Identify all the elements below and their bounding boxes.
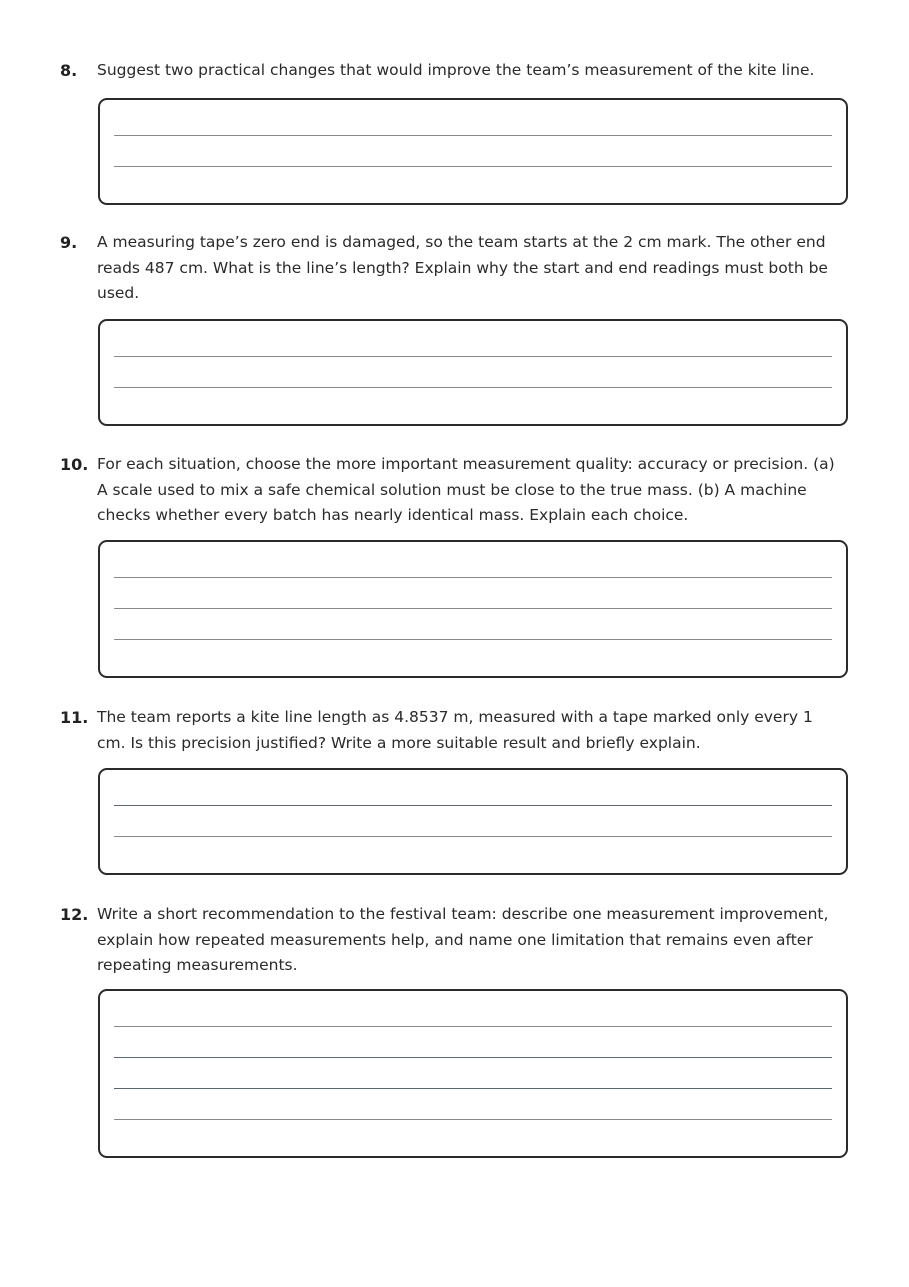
question-prompt: Suggest two practical changes that would improve the team’s measurement of the kite line. [97, 61, 815, 79]
answer-line [114, 836, 832, 837]
question-number: 12. [60, 905, 89, 924]
answer-line [114, 1119, 832, 1120]
answer-line [114, 608, 832, 609]
answer-box-11[interactable] [98, 768, 848, 875]
question-header [60, 902, 850, 979]
answer-line [114, 805, 832, 806]
question-prompt: A measuring tape’s zero end is damaged, so the team starts at the 2 cm mark. The other end reads 487 cm. What is the line’s length? Explain why the start and end readings must both be used. [97, 233, 828, 302]
answer-line [114, 639, 832, 640]
answer-line [114, 135, 832, 136]
answer-line [114, 356, 832, 357]
answer-box-9[interactable] [98, 319, 848, 426]
question-prompt: For each situation, choose the more important measurement quality: accuracy or precision. (a) A scale used to mix a safe chemical solution must be close to the true mass. (b) A machine checks whether every batch has nearly identical mass. Explain each choice. [97, 455, 835, 524]
question-number: 9. [60, 233, 78, 252]
answer-box-10[interactable] [98, 540, 848, 678]
question-header [60, 452, 850, 529]
question-number: 11. [60, 708, 89, 727]
question-header [60, 705, 850, 756]
question-prompt: The team reports a kite line length as 4.8537 m, measured with a tape marked only every 1 cm. Is this precision justified? Write a more suitable result and briefly explain. [97, 708, 813, 752]
answer-line [114, 577, 832, 578]
answer-line [114, 1026, 832, 1027]
question-number: 10. [60, 455, 89, 474]
answer-box-12[interactable] [98, 989, 848, 1158]
question-header [60, 58, 850, 84]
answer-line [114, 1057, 832, 1058]
answer-line [114, 166, 832, 167]
question-prompt: Write a short recommendation to the festival team: describe one measurement improvement, explain how repeated measurements help, and name one limitation that remains even after repeating measurements. [97, 905, 829, 974]
question-number: 8. [60, 61, 78, 80]
answer-line [114, 1088, 832, 1089]
question-header [60, 230, 850, 307]
answer-line [114, 387, 832, 388]
answer-box-8[interactable] [98, 98, 848, 205]
